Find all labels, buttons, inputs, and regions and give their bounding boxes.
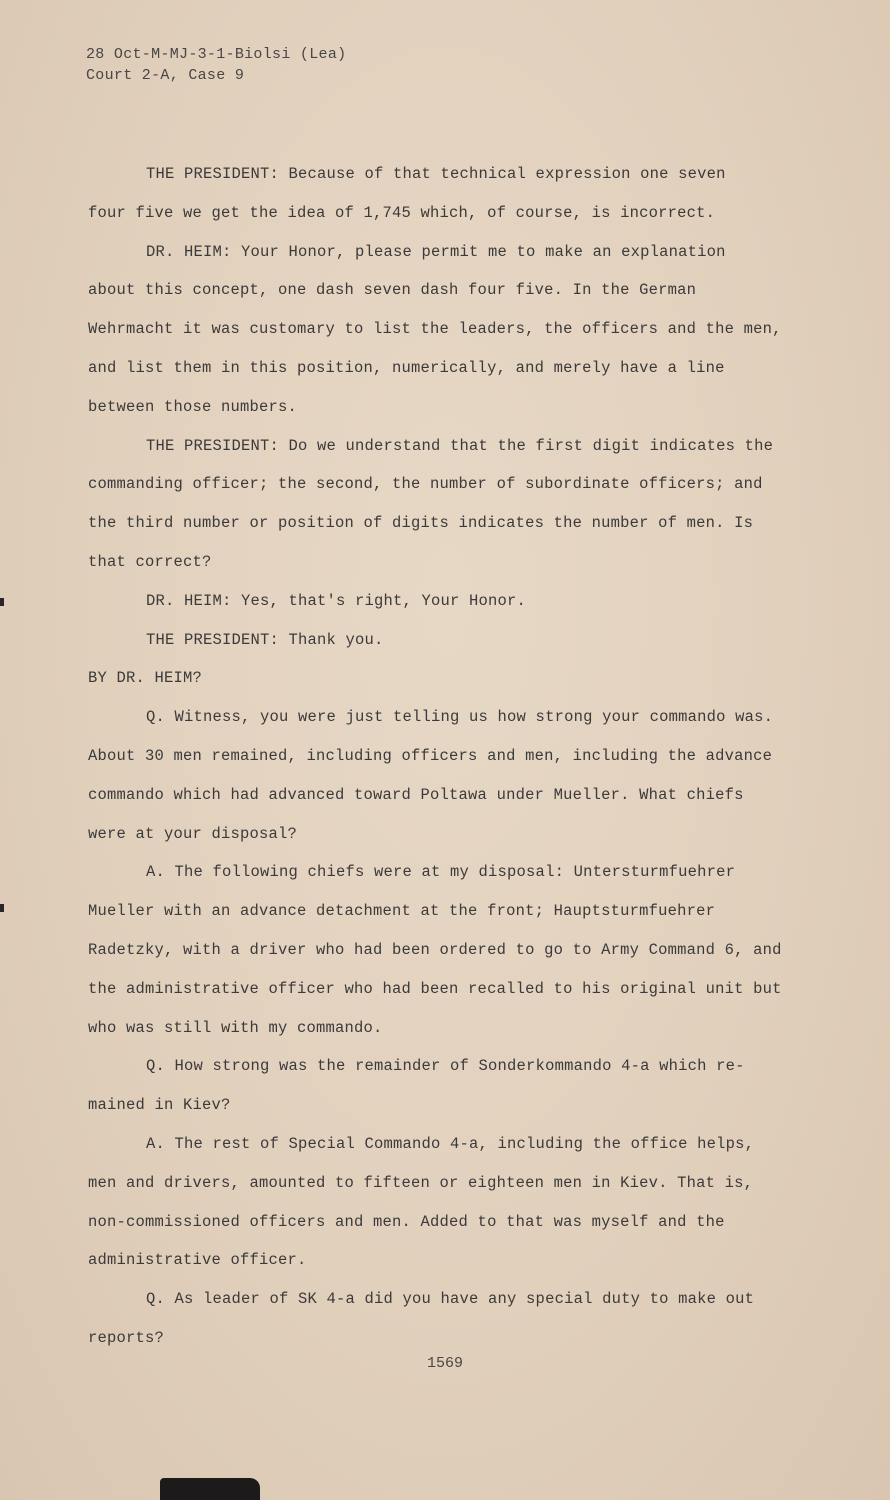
transcript-line: Mueller with an advance detachment at the front; Hauptsturmfuehrer xyxy=(88,902,716,921)
transcript-line: between those numbers. xyxy=(88,397,298,416)
transcript-line: commando which had advanced toward Poltawa under Mueller. What chiefs xyxy=(88,785,744,804)
document-header xyxy=(86,44,346,86)
transcript-line: Q. As leader of SK 4-a did you have any special duty to make out xyxy=(146,1290,755,1309)
header-reference: 28 Oct-M-MJ-3-1-Biolsi (Lea) xyxy=(86,46,347,63)
transcript-line: Wehrmacht it was customary to list the leaders, the officers and the men, xyxy=(88,320,782,339)
transcript-line: A. The rest of Special Commando 4-a, including the office helps, xyxy=(146,1134,755,1153)
transcript-line: who was still with my commando. xyxy=(88,1018,383,1037)
transcript-line: non-commissioned officers and men. Added to that was myself and the xyxy=(88,1212,725,1231)
transcript-line: About 30 men remained, including officers and men, including the advance xyxy=(88,746,773,765)
binding-hole-mark xyxy=(0,904,4,912)
transcript-line: THE PRESIDENT: Because of that technical expression one seven xyxy=(146,165,726,183)
transcript-line: the administrative officer who had been recalled to his original unit but xyxy=(88,979,782,998)
transcript-line: administrative officer. xyxy=(88,1251,307,1270)
transcript-body xyxy=(88,155,808,1358)
header-court-case: Court 2-A, Case 9 xyxy=(86,67,245,84)
page-number: 1569 xyxy=(426,1355,463,1372)
transcript-line: men and drivers, amounted to fifteen or eighteen men in Kiev. That is, xyxy=(88,1173,754,1192)
transcript-line: the third number or position of digits indicates the number of men. Is xyxy=(88,514,754,533)
scan-artifact xyxy=(160,1478,260,1500)
transcript-line: THE PRESIDENT: Do we understand that the first digit indicates the xyxy=(146,436,774,455)
transcript-line: mained in Kiev? xyxy=(88,1096,231,1115)
transcript-line: DR. HEIM: Yes, that's right, Your Honor. xyxy=(146,591,527,610)
transcript-line: commanding officer; the second, the number of subordinate officers; and xyxy=(88,475,763,494)
transcript-line: reports? xyxy=(88,1328,165,1347)
transcript-line: about this concept, one dash seven dash four five. In the German xyxy=(88,281,697,300)
transcript-line: and list them in this position, numerically, and merely have a line xyxy=(88,358,725,377)
transcript-line: THE PRESIDENT: Thank you. xyxy=(146,630,384,649)
transcript-line: that correct? xyxy=(88,552,212,571)
transcript-line: A. The following chiefs were at my disposal: Untersturmfuehrer xyxy=(146,863,736,882)
transcript-line: were at your disposal? xyxy=(88,824,298,843)
transcript-line: four five we get the idea of 1,745 which, of course, is incorrect. xyxy=(88,203,716,222)
examination-heading: BY DR. HEIM? xyxy=(88,669,203,688)
transcript-line: Q. How strong was the remainder of Sonderkommando 4-a which re- xyxy=(146,1057,745,1076)
transcript-line: DR. HEIM: Your Honor, please permit me to make an explanation xyxy=(146,242,726,261)
transcript-line: Q. Witness, you were just telling us how strong your commando was. xyxy=(146,708,774,727)
binding-hole-mark xyxy=(0,598,4,606)
transcript-line: Radetzky, with a driver who had been ordered to go to Army Command 6, and xyxy=(88,940,782,959)
